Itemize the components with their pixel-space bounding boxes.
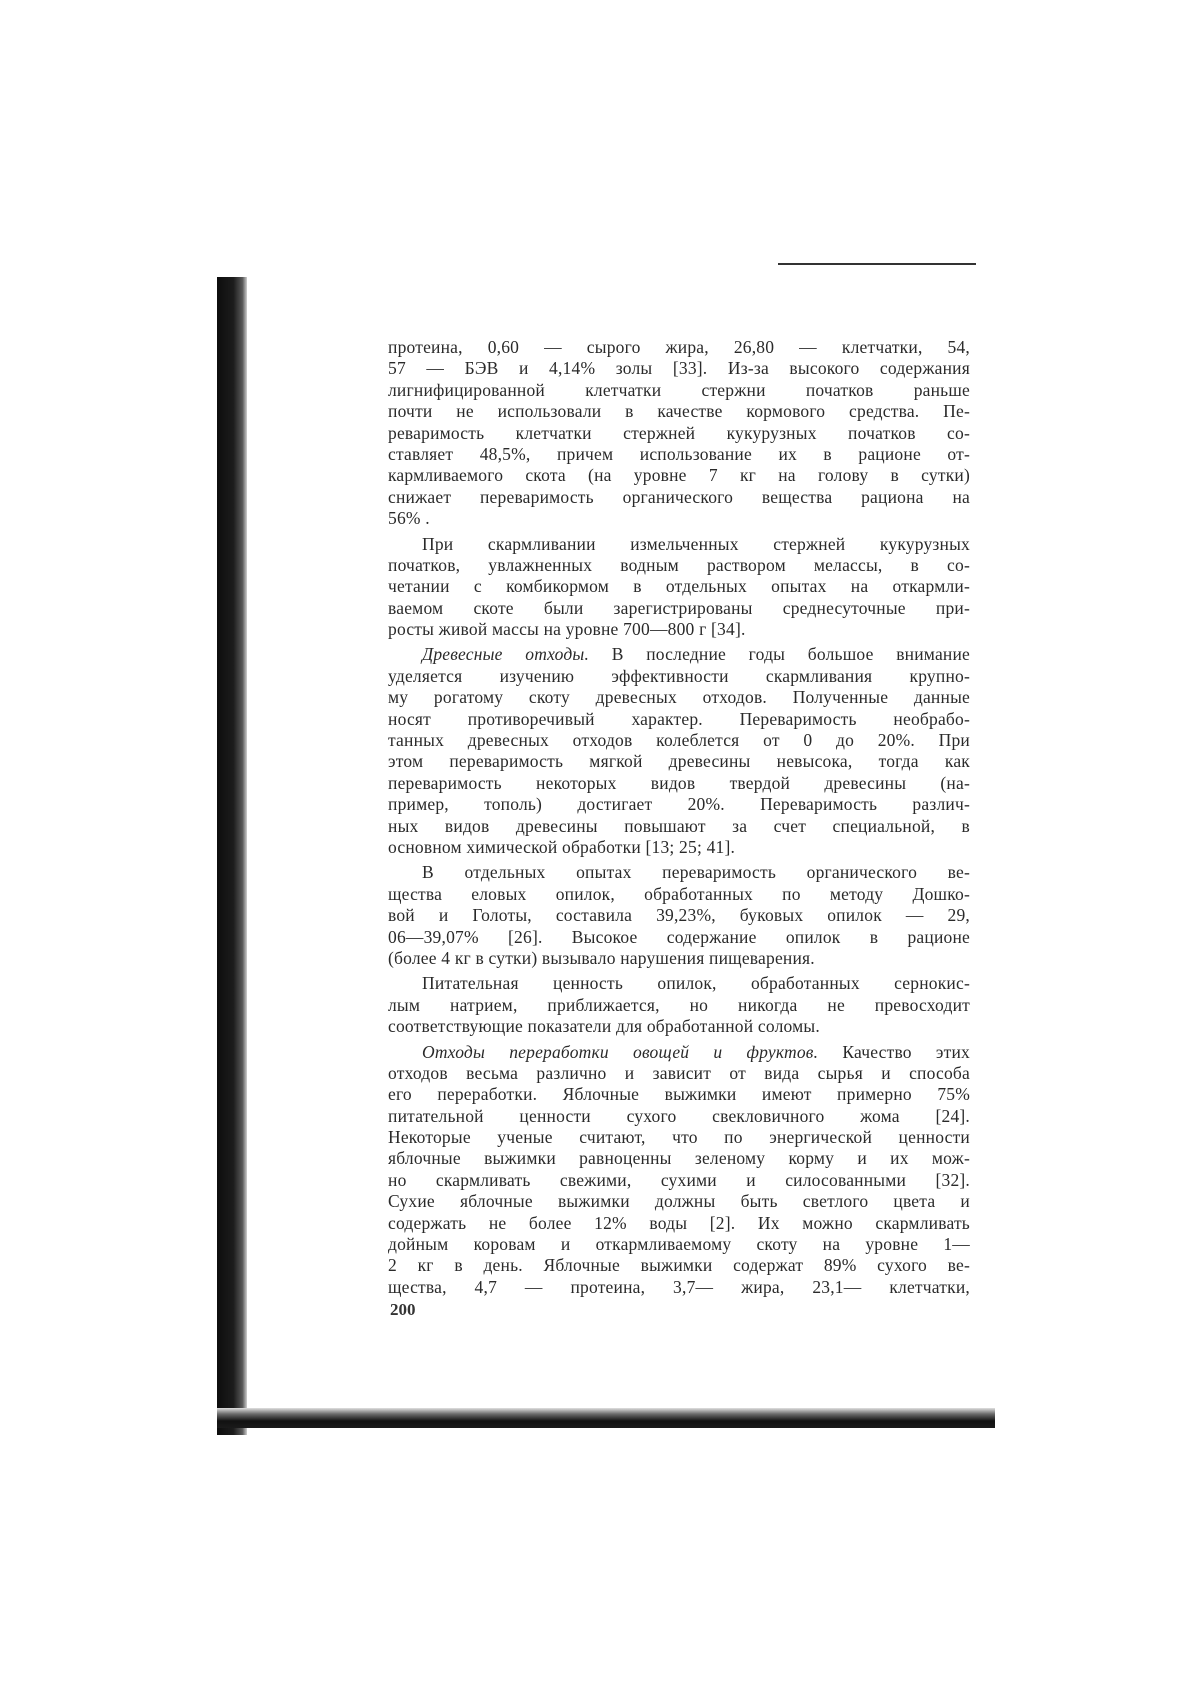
text-line: соответствующие показатели для обработанной соломы. (388, 1016, 820, 1037)
text-line: яблочные выжимки равноценны зеленому корму и их мож- (388, 1148, 970, 1169)
paragraph-2 (388, 534, 970, 641)
text-line: дойным коровам и откармливаемому скоту на уровне 1— (388, 1234, 970, 1255)
paragraph-6 (388, 1042, 970, 1299)
text-line: уделяется изучению эффективности скармливания крупно- (388, 665, 970, 686)
text-line: но скармливать свежими, сухими и силосованными [32]. (388, 1169, 970, 1190)
text-line: початков, увлажненных водным раствором мелассы, в со- (388, 554, 970, 575)
text-line: отходов весьма различно и зависит от вида сырья и способа (388, 1062, 970, 1083)
text-line: питательной ценности сухого свекловичного жома [24]. (388, 1105, 970, 1126)
text-line: му рогатому скоту древесных отходов. Полученные данные (388, 687, 970, 708)
text-line: четании с комбикормом в отдельных опытах на откармли- (388, 576, 970, 597)
text-line: Сухие яблочные выжимки должны быть светлого цвета и (388, 1191, 970, 1212)
page-body (388, 337, 970, 1298)
text-line: переваримость некоторых видов твердой древесины (на- (388, 772, 970, 793)
text-line: его переработки. Яблочные выжимки имеют примерно 75% (388, 1084, 970, 1105)
text-line: 56% . (388, 508, 430, 529)
text-line: реваримость клетчатки стержней кукурузных початков со- (388, 422, 970, 443)
text-line: ных видов древесины повышают за счет специальной, в (388, 815, 970, 836)
text-line: В отдельных опытах переваримость органического ве- (422, 862, 970, 883)
text-line: щества, 4,7 — протеина, 3,7— жира, 23,1— клетчатки, (388, 1276, 970, 1297)
text-line (388, 1042, 970, 1063)
text-line: протеина, 0,60 — сырого жира, 26,80 — клетчатки, 54, (388, 337, 970, 357)
text-line: ставляет 48,5%, причем использование их в рационе от- (388, 443, 970, 464)
text-line: (более 4 кг в сутки) вызывало нарушения пищеварения. (388, 947, 815, 968)
text-line: танных древесных отходов колеблется от 0 до 20%. При (388, 730, 970, 751)
text-line: кармливаемого скота (на уровне 7 кг на голову в сутки) (388, 465, 970, 486)
section-heading-wood-waste: Древесные отходы. (422, 644, 590, 665)
text-line: почти не использовали в качестве кормового средства. Пе- (388, 401, 970, 422)
text-line: 2 кг в день. Яблочные выжимки содержат 89% сухого ве- (388, 1255, 970, 1276)
paragraph-1 (388, 337, 970, 530)
paragraph-5 (388, 973, 970, 1037)
text-line: Питательная ценность опилок, обработанных сернокис- (422, 973, 970, 994)
text-line: 57 — БЭВ и 4,14% золы [33]. Из-за высокого содержания (388, 358, 970, 379)
text-line: носят противоречивый характер. Переваримость необрабо- (388, 708, 970, 729)
text-line: основном химической обработки [13; 25; 41]. (388, 836, 736, 857)
text-line: щества еловых опилок, обработанных по методу Дошко- (388, 883, 970, 904)
text-run: В последние годы большое внимание (611, 644, 971, 665)
text-line: Некоторые ученые считают, что по энергической ценности (388, 1127, 970, 1148)
text-line: 06—39,07% [26]. Высокое содержание опилок в рационе (388, 926, 970, 947)
text-line: вой и Голоты, составила 39,23%, буковых опилок — 29, (388, 905, 970, 926)
text-line: лым натрием, приближается, но никогда не превосходит (388, 994, 970, 1015)
text-line: лигнифицированной клетчатки стержни початков раньше (388, 379, 970, 400)
section-heading-vegetable-fruit-waste: Отходы переработки овощей и фруктов. (422, 1041, 819, 1062)
text-line: пример, тополь) достигает 20%. Переваримость различ- (388, 794, 970, 815)
text-line: ваемом скоте были зарегистрированы среднесуточные при- (388, 597, 970, 618)
scan-left-shadow (217, 277, 247, 1435)
text-line: росты живой массы на уровне 700—800 г [34]. (388, 619, 746, 640)
text-line: этом переваримость мягкой древесины невысока, тогда как (388, 751, 970, 772)
text-run: Качество этих (842, 1041, 970, 1062)
text-line (388, 644, 970, 665)
text-line: снижает переваримость органического вещества рациона на (388, 486, 970, 507)
page-number: 200 (390, 1300, 416, 1319)
paragraph-3 (388, 644, 970, 858)
text-line: При скармливании измельченных стержней кукурузных (422, 533, 970, 554)
text-line: содержать не более 12% воды [2]. Их можно скармливать (388, 1212, 970, 1233)
scan-top-rule (778, 263, 976, 265)
scan-bottom-shadow (217, 1408, 995, 1428)
paragraph-4 (388, 862, 970, 969)
